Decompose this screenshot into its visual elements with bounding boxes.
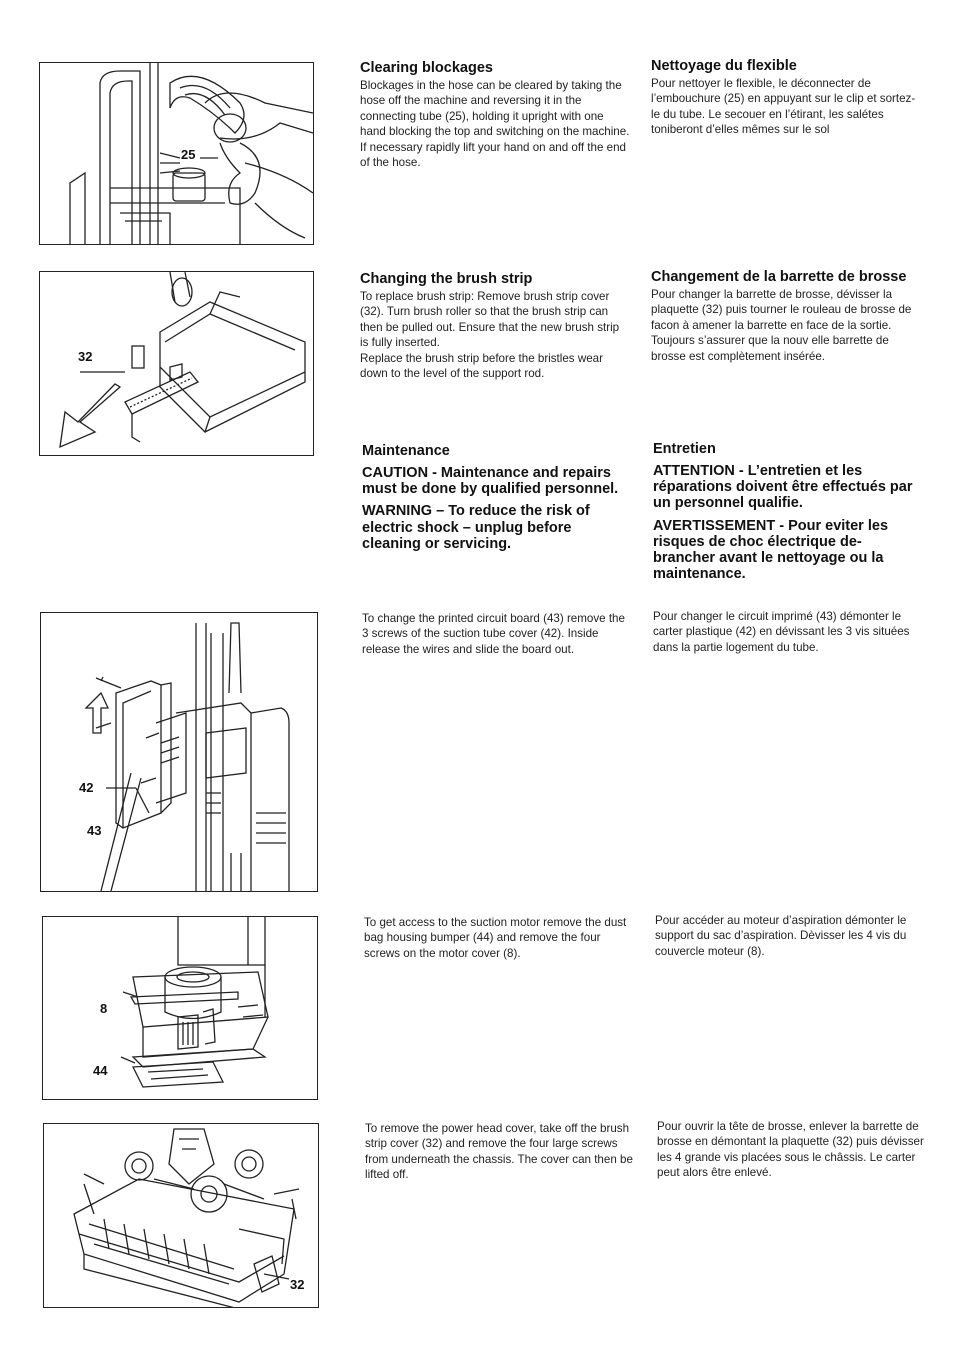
figure-circuit-board bbox=[40, 612, 318, 892]
callout-44: 44 bbox=[93, 1063, 108, 1078]
maintenance-en bbox=[362, 443, 630, 552]
brush-strip-en-title: Changing the brush strip bbox=[360, 271, 533, 287]
motor-fr-text: Pour accéder au moteur d’aspiration démonter le support du sac d’aspiration. Dèvisser les 4 vis du couvercle moteur (8). bbox=[655, 914, 907, 958]
figure-power-head bbox=[43, 1123, 319, 1308]
callout-32: 32 bbox=[78, 349, 93, 364]
motor-fr bbox=[655, 913, 925, 959]
power-head-en-text: To remove the power head cover, take off the brush strip cover (32) and remove the four large screws from underneath the chassis. The cover can then be lifted off. bbox=[365, 1122, 633, 1182]
callout-25: 25 bbox=[181, 147, 196, 162]
callout-42: 42 bbox=[79, 780, 94, 795]
brush-strip-en bbox=[360, 271, 630, 381]
motor-illustration bbox=[43, 917, 317, 1099]
circuit-board-illustration bbox=[41, 613, 317, 891]
clearing-en-title: Clearing blockages bbox=[360, 60, 493, 76]
maintenance-en-title: Maintenance bbox=[362, 443, 450, 459]
brush-strip-en-text: To replace brush strip: Remove brush strip cover (32). Turn brush roller so that the brush strip can then be pulled out. Ensure that the new brush strip is fully inserted. bbox=[360, 290, 620, 350]
maintenance-fr-title: Entretien bbox=[653, 441, 716, 457]
figure-hose-clearing bbox=[39, 62, 314, 245]
maintenance-fr-caution: ATTENTION - L’entretien et les réparations doivent être effectués par un personnel qualifie. bbox=[653, 463, 913, 512]
maintenance-en-caution: CAUTION - Maintenance and repairs must be done by qualified personnel. bbox=[362, 465, 619, 498]
clearing-en bbox=[360, 60, 630, 170]
circuit-board-fr bbox=[653, 609, 921, 655]
circuit-board-en bbox=[362, 611, 630, 657]
callout-32-power-head: 32 bbox=[290, 1277, 305, 1292]
callout-43: 43 bbox=[87, 823, 102, 838]
clearing-fr bbox=[651, 58, 921, 138]
brush-strip-fr-title: Changement de la barrette de brosse bbox=[651, 269, 907, 285]
maintenance-fr-warning: AVERTISSEMENT - Pour eviter les risques de choc électrique de-brancher avant le nettoyage ou la maintenance. bbox=[653, 517, 889, 583]
maintenance-fr bbox=[653, 441, 921, 582]
motor-en-text: To get access to the suction motor remove the dust bag housing bumper (44) and remove the four screws on the motor cover (8). bbox=[364, 916, 627, 960]
clearing-fr-text: Pour nettoyer le flexible, le déconnecter de l’embouchure (25) en appuyant sur le clip et sortez-le du tube. Le secouer en l’étirant, les salétes toniberont d’elles mêmes sur le sol bbox=[651, 77, 916, 137]
clearing-en-text: Blockages in the hose can be cleared by taking the hose off the machine and reversing it in the connecting tube (25), holding it upright with one hand blocking the top and switching on the machine. If necessary rapidly lift your hand on and off the end of the hose. bbox=[360, 79, 630, 170]
circuit-board-fr-text: Pour changer le circuit imprimé (43) démonter le carter plastique (42) en dévissant les 3 vis situées dans la partie logement du tube. bbox=[653, 610, 910, 654]
power-head-fr-text: Pour ouvrir la tête de brosse, enlever la barrette de brosse en démontant la plaquette (32) puis dévisser les 4 grande vis placées sous le châssis. Le carter peut alors être enlevé. bbox=[657, 1120, 924, 1180]
power-head-fr bbox=[657, 1119, 927, 1181]
hose-clearing-illustration bbox=[40, 63, 313, 244]
power-head-en bbox=[365, 1121, 635, 1183]
brush-strip-en-text2: Replace the brush strip before the bristles wear down to the level of the support rod. bbox=[360, 351, 603, 381]
circuit-board-en-text: To change the printed circuit board (43) remove the 3 screws of the suction tube cover (42). Inside release the wires and slide the board out. bbox=[362, 612, 625, 656]
brush-strip-fr bbox=[651, 269, 921, 364]
clearing-fr-title: Nettoyage du flexible bbox=[651, 58, 797, 74]
power-head-illustration bbox=[44, 1124, 318, 1307]
figure-motor bbox=[42, 916, 318, 1100]
figure-brush-strip bbox=[39, 271, 314, 456]
callout-8: 8 bbox=[100, 1001, 108, 1016]
brush-strip-fr-text: Pour changer la barrette de brosse, dévisser la plaquette (32) puis tourner le rouleau de brosse de facon à amener la barrette en face de la sortie. Toujours s’assurer que la nouv elle barrette de brosse est complètement insérée. bbox=[651, 288, 912, 363]
motor-en bbox=[364, 915, 634, 961]
maintenance-en-warning: WARNING – To reduce the risk of electric shock – unplug before cleaning or servicing. bbox=[362, 503, 590, 552]
